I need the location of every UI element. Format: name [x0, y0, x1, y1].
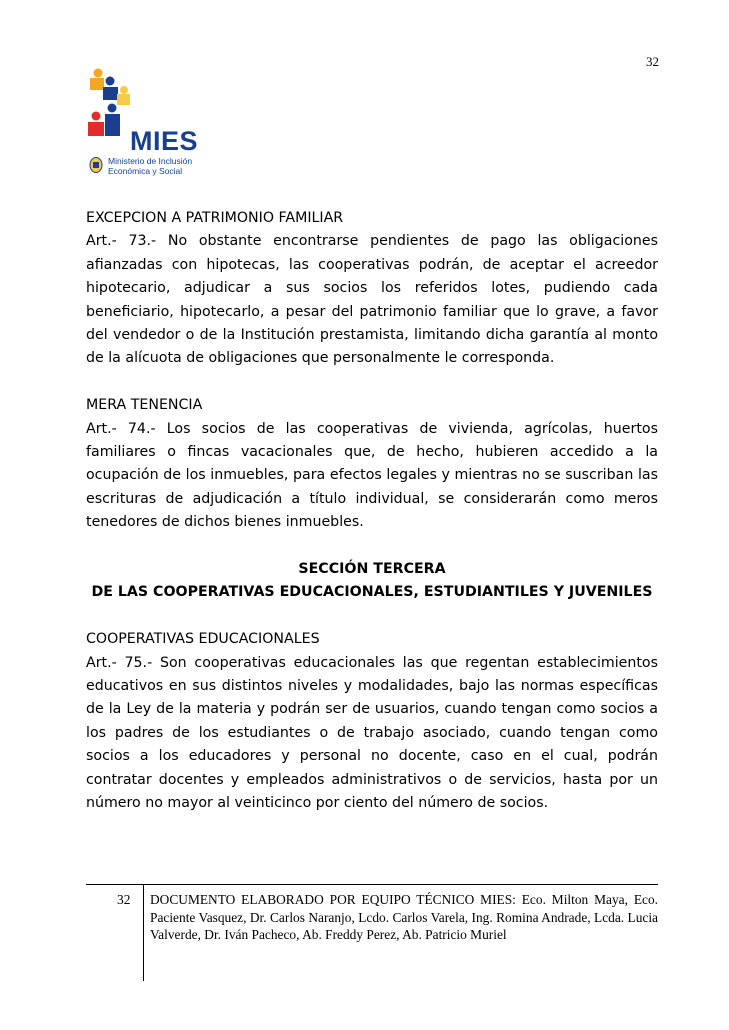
section-subtitle: DE LAS COOPERATIVAS EDUCACIONALES, ESTUDIANTILES Y JUVENILES	[91, 584, 653, 601]
section-heading: COOPERATIVAS EDUCACIONALES	[86, 631, 320, 648]
page-footer	[86, 884, 658, 981]
logo-subtitle-line2: Económica y Social	[108, 166, 183, 176]
mies-logo	[86, 68, 199, 180]
section-title: SECCIÓN TERCERA	[298, 561, 446, 578]
section-heading: EXCEPCION A PATRIMONIO FAMILIAR	[86, 210, 344, 226]
logo-subtitle	[108, 156, 192, 176]
coat-of-arms-icon	[88, 156, 104, 174]
paragraph-gap	[86, 605, 658, 628]
logo-wordmark: MIES	[130, 126, 199, 156]
footer-page-number: 32	[117, 892, 131, 907]
footer-box	[117, 885, 658, 981]
document-body	[86, 207, 658, 816]
paragraph-gap	[86, 535, 658, 558]
section-heading: MERA TENENCIA	[86, 397, 203, 414]
article-paragraph: Art.- 73.- No obstante encontrarse pendientes de pago las obligaciones afianzadas con hipotecas, las cooperativas podrán, de aceptar el acreedor hipotecario, adjudicar a sus socios los referidos lotes, pudiendo cada beneficiario, hipotecarlo, a pesar del patrimonio familiar que lo grave, a favor del vendedor o de la Institución prestamista, limitando dicha garantía al monto de la alícuota de obligaciones que personalmente le corresponda.	[86, 233, 658, 367]
page-number: 32	[646, 54, 659, 69]
footer-text: DOCUMENTO ELABORADO POR EQUIPO TÉCNICO MIES: Eco. Milton Maya, Eco. Paciente Vasquez, Dr. Carlos Naranjo, Lcdo. Carlos Varela, Ing. Romina Andrade, Lcda. Lucia Valverde, Dr. Iván Pacheco, Ab. Freddy Perez, Ab. Patricio Muriel	[150, 892, 658, 942]
paragraph-gap	[86, 371, 658, 394]
logo-subtitle-line1: Ministerio de Inclusión	[108, 156, 193, 166]
article-paragraph: Art.- 75.- Son cooperativas educacionales las que regentan establecimientos educativos en sus distintos niveles y modalidades, bajo las normas específicas de la Ley de la materia y podrán ser de usuarios, cuando tengan como socios a los padres de los estudiantes o de trabajo asociado, cuando tengan como socios a los educadores y personal no docente, caso en el cual, podrán contratar docentes y empleados administrativos o de servicios, hasta por un número no mayor al veinticinco por ciento del número de socios.	[86, 654, 658, 812]
mies-people-icon	[86, 68, 132, 148]
article-paragraph: Art.- 74.- Los socios de las cooperativas de vivienda, agrícolas, huertos familiares o fincas vacacionales que, de hecho, hubieren accedido a la ocupación de los inmuebles, para efectos legales y mientras no se suscriban las escrituras de adjudicación a título individual, se considerarán como meros tenedores de dichos bienes inmuebles.	[86, 420, 658, 531]
